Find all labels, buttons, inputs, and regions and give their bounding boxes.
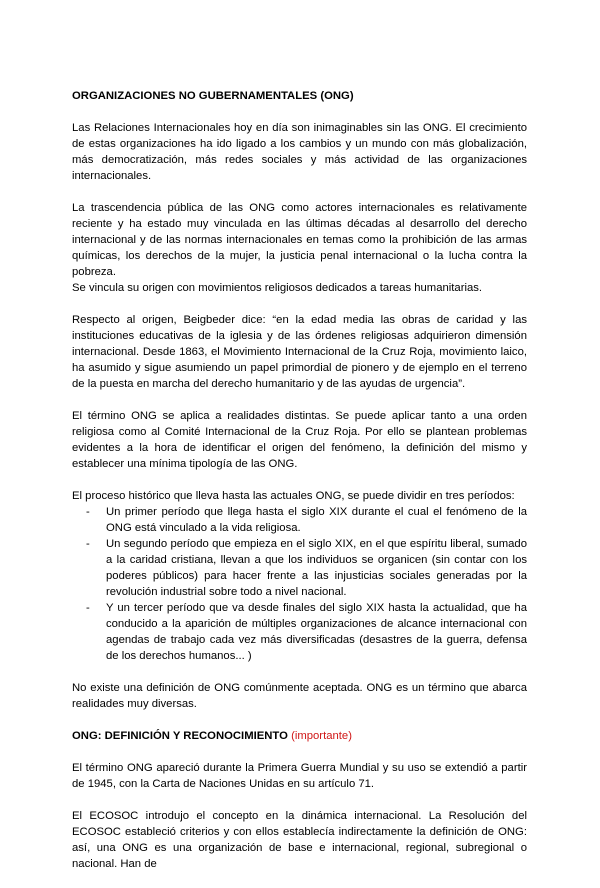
historical-process-paragraph: El proceso histórico que lleva hasta las actuales ONG, se puede dividir en tres períodos:: [72, 490, 515, 502]
period-item-1: [86, 504, 527, 536]
document-page: [72, 88, 527, 888]
origin-note-paragraph: Se vincula su origen con movimientos religiosos dedicados a tareas humanitarias.: [72, 282, 483, 294]
ecosoc-paragraph: El ECOSOC introdujo el concepto en la dinámica internacional. La Resolución del ECOSOC estableció criterios y con ellos establecía indirectamente la definición de ONG: así, una ONG es una organización de base e internacional, regional, subregional o nacional. Han de: [72, 810, 527, 870]
list-bullet: -: [86, 602, 90, 614]
ong-term-paragraph: El término ONG se aplica a realidades distintas. Se puede aplicar tanto a una orden religiosa como al Comité Internacional de la Cruz Roja. Por ello se plantean problemas evidentes a la hora de identificar el origen del fenómeno, la definición del mismo y establecer una mínima tipología de las ONG.: [72, 410, 527, 470]
section-title: ONG: DEFINICIÓN Y RECONOCIMIENTO: [72, 730, 288, 742]
beigbeder-quote-paragraph: Respecto al origen, Beigbeder dice: “en la edad media las obras de caridad y las instituciones educativas de la iglesia y de las órdenes religiosas adquirieron dimensión internacional. Desde 1863, el Movimiento Internacional de la Cruz Roja, movimiento laico, ha asumido y sigue asumiendo un papel primordial de pionero y de ejemplo en el terreno de la puesta en marcha del derecho humanitario y de las ayudas de urgencia”.: [72, 314, 527, 390]
period-text: Y un tercer período que va desde finales del siglo XIX hasta la actualidad, que ha conducido a la aparición de múltiples organizaciones de alcance internacional con agendas de trabajo cada vez más diversificadas (desastres de la guerra, defensa de los derechos humanos... ): [106, 602, 527, 662]
section-heading: [72, 728, 527, 744]
period-text: Un primer período que llega hasta el siglo XIX durante el cual el fenómeno de la ONG está vinculado a la vida religiosa.: [106, 506, 527, 534]
period-item-3: [86, 600, 527, 664]
list-bullet: -: [86, 506, 90, 518]
document-title: ORGANIZACIONES NO GUBERNAMENTALES (ONG): [72, 90, 354, 102]
period-item-2: [86, 536, 527, 600]
period-text: Un segundo período que empieza en el siglo XIX, en el que espíritu liberal, sumado a la caridad cristiana, llevan a que los individuos se organicen (sin contar con los poderes públicos) para hacer frente a las injusticias sociales generadas por la revolución industrial sobre todo a nivel nacional.: [106, 538, 527, 598]
important-tag: (importante): [291, 730, 352, 742]
relevance-paragraph: La trascendencia pública de las ONG como actores internacionales es relativamente reciente y ha estado muy vinculada en las últimas décadas al desarrollo del derecho internacional y de las normas internacionales en temas como la prohibición de las armas químicas, los derechos de la mujer, la justicia penal internacional o la lucha contra la pobreza.: [72, 202, 527, 278]
periods-list: [72, 504, 527, 664]
list-bullet: -: [86, 538, 90, 550]
ong-origin-paragraph: El término ONG apareció durante la Primera Guerra Mundial y su uso se extendió a partir de 1945, con la Carta de Naciones Unidas en su artículo 71.: [72, 762, 527, 790]
definition-paragraph: No existe una definición de ONG comúnmente aceptada. ONG es un término que abarca realidades muy diversas.: [72, 682, 527, 710]
intro-paragraph: Las Relaciones Internacionales hoy en día son inimaginables sin las ONG. El crecimiento de estas organizaciones ha ido ligado a los cambios y un mundo con más globalización, más democratización, más redes sociales y más actividad de las organizaciones internacionales.: [72, 122, 527, 182]
